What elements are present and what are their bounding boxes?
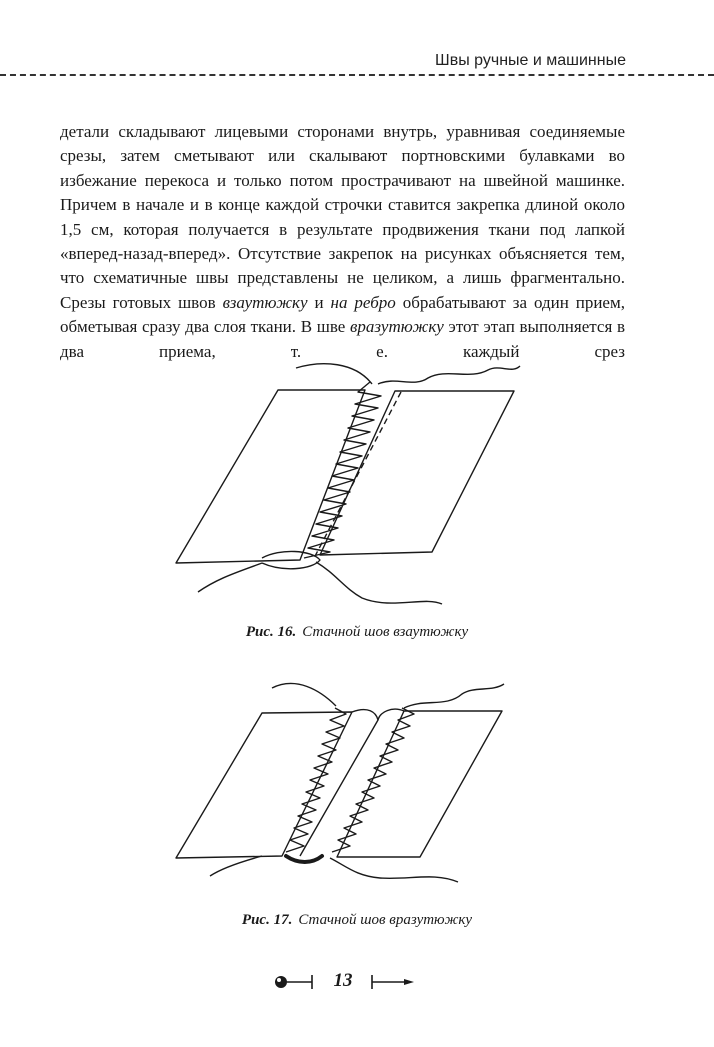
seam-illustration-16 bbox=[0, 355, 714, 615]
body-text-1: детали складывают лицевыми сторонами внутрь, уравнивая соединяемые срезы, затем сметывают или скалывают портновскими булавками во избежание перекоса и только потом прострачивают на швейной машинке. Причем в начале и в конце каждой строчки ставится закрепка длиной около 1,5 см, которая получается в результате продвижения ткани под лапкой «вперед-назад-вперед». Отсутствие закрепок на рисунках объясняется тем, что схематичные швы представлены не целиком, а лишь фрагментально. Срезы готовых швов bbox=[60, 122, 625, 312]
body-text-2: и bbox=[307, 292, 331, 312]
page-number: 13 bbox=[333, 970, 353, 991]
fabric-right-17 bbox=[337, 711, 502, 857]
thread-top-right-16 bbox=[378, 366, 520, 384]
body-text-4: этот этап выполняется в два приема, т. е. каждый срез bbox=[60, 317, 625, 361]
figure-16-title: Стачной шов взаутюжку bbox=[302, 624, 469, 640]
figure-17-label: Рис. 17. bbox=[241, 912, 293, 928]
thread-bottom-left-16 bbox=[198, 563, 262, 592]
thread-bottom-left-17 bbox=[210, 856, 262, 876]
fabric-right-16 bbox=[320, 391, 514, 555]
thread-top-left-17 bbox=[272, 683, 336, 706]
thread-bottom-right-17 bbox=[330, 858, 458, 882]
header-dashed-rule bbox=[0, 74, 714, 76]
term-vzautyuzhku: взаутюжку bbox=[222, 292, 308, 312]
thread-top-16 bbox=[296, 364, 372, 384]
thread-bottom-right-16 bbox=[316, 562, 442, 604]
seam-illustration-17 bbox=[0, 668, 714, 900]
fold-left-17 bbox=[300, 710, 378, 856]
stitch-mark-17 bbox=[286, 856, 322, 862]
fabric-left-17 bbox=[176, 712, 352, 858]
pin-point-icon bbox=[372, 975, 414, 989]
figure-16-caption bbox=[0, 624, 714, 641]
thread-top-right-17 bbox=[404, 684, 504, 708]
pin-head-icon bbox=[275, 975, 312, 989]
running-header: Швы ручные и машинные bbox=[435, 52, 626, 69]
term-na-rebro: на ребро bbox=[330, 292, 396, 312]
body-text-3: обрабатывают за один прием, обметывая сразу два слоя ткани. В шве bbox=[60, 292, 625, 337]
figure-17-title: Стачной шов вразутюжку bbox=[298, 912, 473, 928]
figure-16-label: Рис. 16. bbox=[245, 624, 297, 640]
figure-17-caption bbox=[0, 912, 714, 929]
figure-17 bbox=[0, 668, 714, 900]
term-vrazutyuzhku: вразутюжку bbox=[350, 317, 444, 337]
page-folio bbox=[0, 966, 714, 1000]
overlock-zigzag-16 bbox=[304, 382, 381, 558]
figure-16 bbox=[0, 355, 714, 615]
body-paragraph bbox=[60, 120, 625, 364]
